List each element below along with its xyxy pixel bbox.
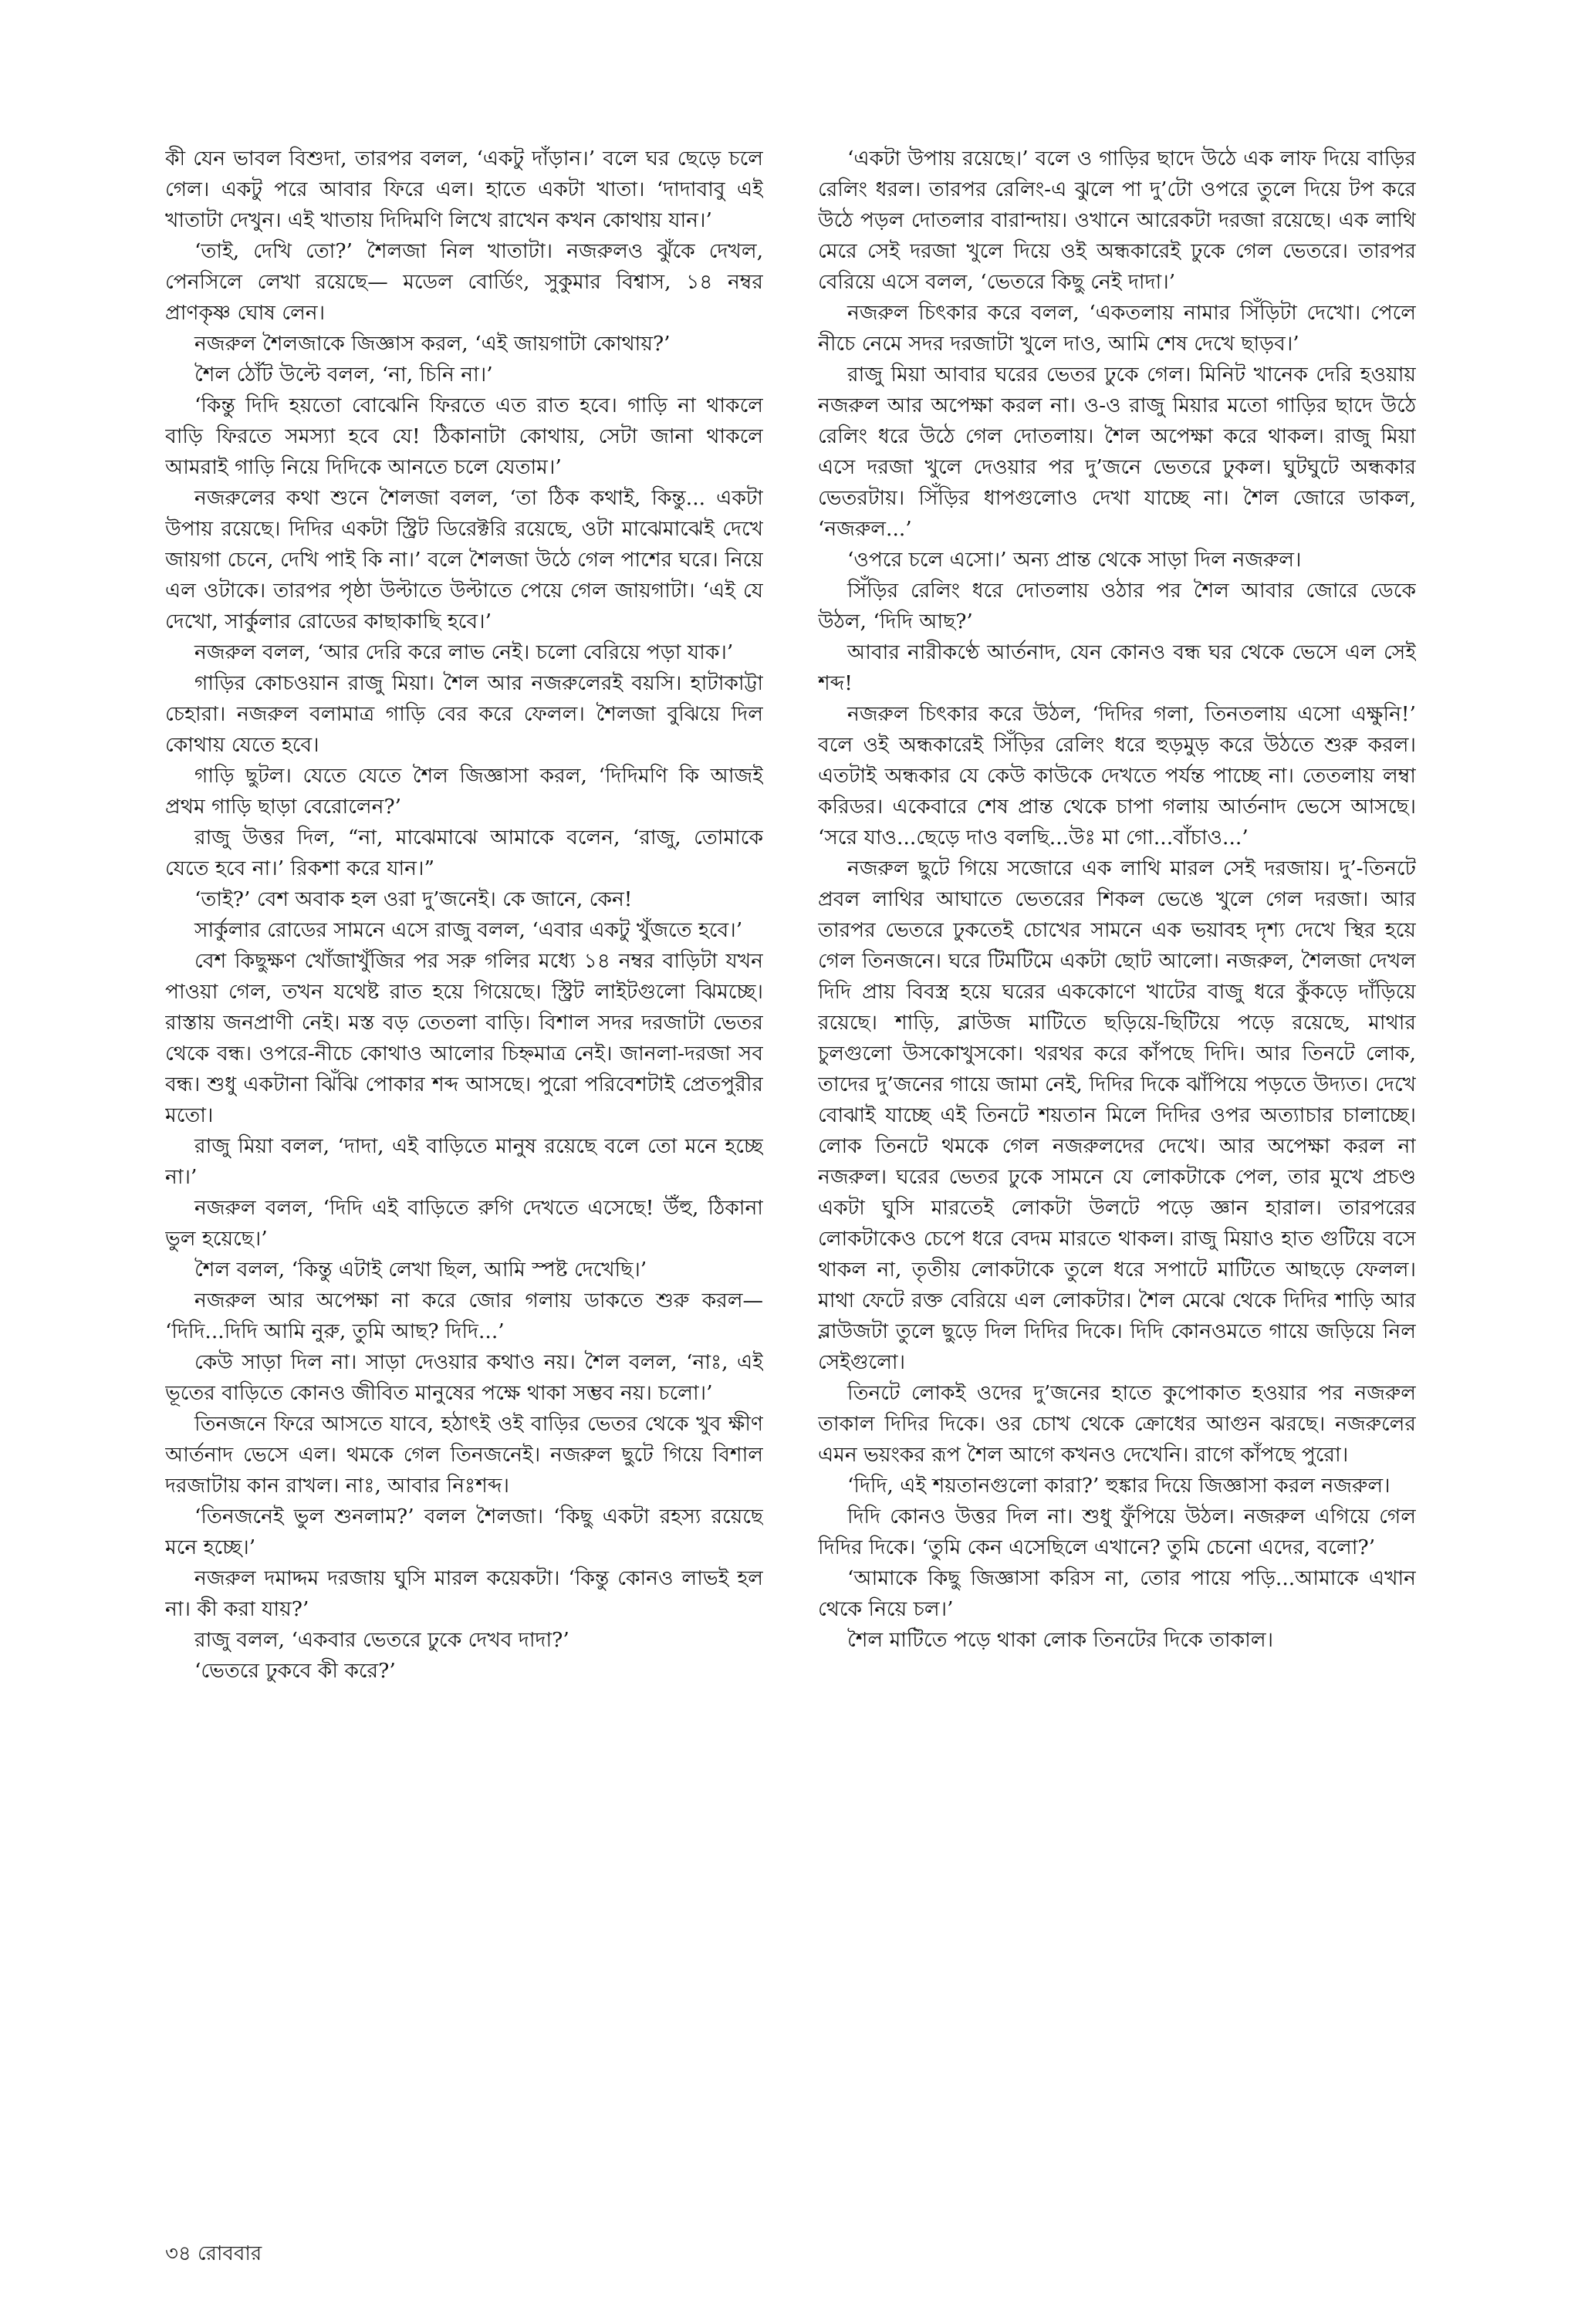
paragraph: দিদি কোনও উত্তর দিল না। শুধু ফুঁপিয়ে উঠল। নজরুল এগিয়ে গেল দিদির দিকে। ‘তুমি কেন এসেছিলে এখানে? তুমি চেনো এদের, বলো?’ [818, 1505, 1416, 1559]
paragraph: ‘তিনজনেই ভুল শুনলাম?’ বলল শৈলজা। ‘কিছু একটা রহস্য রয়েছে মনে হচ্ছে।’ [165, 1505, 763, 1559]
paragraph: নজরুল চিৎকার করে বলল, ‘একতলায় নামার সিঁড়িটা দেখো। পেলে নীচে নেমে সদর দরজাটা খুলে দাও, আমি শেষ দেখে ছাড়ব।’ [818, 301, 1416, 356]
paragraph: ‘একটা উপায় রয়েছে।’ বলে ও গাড়ির ছাদে উঠে এক লাফ দিয়ে বাড়ির রেলিং ধরল। তারপর রেলিং-এ ঝুলে পা দু’টো ওপরে তুলে দিয়ে টপ করে উঠে পড়ল দোতলার বারান্দায়। ওখানে আরেকটা দরজা রয়েছে। এক লাথি মেরে সেই দরজা খুলে দিয়ে ওই অন্ধকারেই ঢুকে গেল ভেতরে। তারপর বেরিয়ে এসে বলল, ‘ভেতরে কিছু নেই দাদা।’ [818, 147, 1416, 294]
paragraph: নজরুল আর অপেক্ষা না করে জোর গলায় ডাকতে শুরু করল— ‘দিদি...দিদি আমি নুরু, তুমি আছ? দিদি...’ [165, 1289, 763, 1343]
paragraph: ‘তাই?’ বেশ অবাক হল ওরা দু’জনেই। কে জানে, কেন! [194, 887, 633, 911]
paragraph: ‘ওপরে চলে এসো।’ অন্য প্রান্ত থেকে সাড়া দিল নজরুল। [847, 548, 1302, 572]
paragraph: নজরুল ছুটে গিয়ে সজোরে এক লাথি মারল সেই দরজায়। দু’-তিনটে প্রবল লাথির আঘাতে ভেতরের শিকল ভেঙে খুলে গেল দরজা। আর তারপর ভেতরে ঢুকতেই চোখের সামনে এক ভয়াবহ দৃশ্য দেখে স্থির হয়ে গেল তিনজনে। ঘরে টিমটিমে একটা ছোট আলো। নজরুল, শৈলজা দেখল দিদি প্রায় বিবস্ত্র হয়ে ঘরের এককোণে খাটের বাজু ধরে কুঁকড়ে দাঁড়িয়ে রয়েছে। শাড়ি, ব্লাউজ মাটিতে ছড়িয়ে-ছিটিয়ে পড়ে রয়েছে, মাথার চুলগুলো উসকোখুসকো। থরথর করে কাঁপছে দিদি। আর তিনটে লোক, তাদের দু’জনের গায়ে জামা নেই, দিদির দিকে ঝাঁপিয়ে পড়তে উদ্যত। দেখে বোঝাই যাচ্ছে এই তিনটে শয়তান মিলে দিদির ওপর অত্যাচার চালাচ্ছে। লোক তিনটে থমকে গেল নজরুলদের দেখে। আর অপেক্ষা করল না নজরুল। ঘরের ভেতর ঢুকে সামনে যে লোকটাকে পেল, তার মুখে প্রচণ্ড একটা ঘুসি মারতেই লোকটা উলটে পড়ে জ্ঞান হারাল। তারপরের লোকটাকেও চেপে ধরে বেদম মারতে থাকল। রাজু মিয়াও হাত গুটিয়ে বসে থাকল না, তৃতীয় লোকটাকে তুলে ধরে সপাটে মাটিতে আছড়ে ফেলল। মাথা ফেটে রক্ত বেরিয়ে এল লোকটার। শৈল মেঝে থেকে দিদির শাড়ি আর ব্লাউজটা তুলে ছুড়ে দিল দিদির দিকে। দিদি কোনওমতে গায়ে জড়িয়ে নিল সেইগুলো। [818, 856, 1416, 1374]
left-column [165, 144, 763, 2173]
paragraph: রাজু মিয়া আবার ঘরের ভেতর ঢুকে গেল। মিনিট খানেক দেরি হওয়ায় নজরুল আর অপেক্ষা করল না। ও-ও রাজু মিয়ার মতো গাড়ির ছাদে উঠে রেলিং ধরে উঠে গেল দোতলায়। শৈল অপেক্ষা করে থাকল। রাজু মিয়া এসে দরজা খুলে দেওয়ার পর দু’জনে ভেতরে ঢুকল। ঘুটঘুটে অন্ধকার ভেতরটায়। সিঁড়ির ধাপগুলোও দেখা যাচ্ছে না। শৈল জোরে ডাকল, ‘নজরুল...’ [818, 363, 1416, 541]
right-column [818, 144, 1416, 2173]
paragraph: রাজু উত্তর দিল, “না, মাঝেমাঝে আমাকে বলেন, ‘রাজু, তোমাকে যেতে হবে না।’ রিকশা করে যান।” [165, 826, 763, 880]
paragraph: ‘কিন্তু দিদি হয়তো বোঝেনি ফিরতে এত রাত হবে। গাড়ি না থাকলে বাড়ি ফিরতে সমস্যা হবে যে! ঠিকানাটা কোথায়, সেটা জানা থাকলে আমরাই গাড়ি নিয়ে দিদিকে আনতে চলে যেতাম।’ [165, 394, 763, 479]
paragraph: নজরুল বলল, ‘দিদি এই বাড়িতে রুগি দেখতে এসেছে! উঁহু, ঠিকানা ভুল হয়েছে।’ [165, 1196, 763, 1251]
paragraph: নজরুল চিৎকার করে উঠল, ‘দিদির গলা, তিনতলায় এসো এক্ষুনি!’ বলে ওই অন্ধকারেই সিঁড়ির রেলিং ধরে হুড়মুড় করে উঠতে শুরু করল। এতটাই অন্ধকার যে কেউ কাউকে দেখতে পর্যন্ত পাচ্ছে না। তেতলায় লম্বা করিডর। একেবারে শেষ প্রান্ত থেকে চাপা গলায় আর্তনাদ ভেসে আসছে। ‘সরে যাও...ছেড়ে দাও বলছি...উঃ মা গো...বাঁচাও...’ [818, 702, 1416, 850]
paragraph: শৈল ঠোঁট উল্টে বলল, ‘না, চিনি না।’ [194, 363, 493, 387]
paragraph: ‘দিদি, এই শয়তানগুলো কারা?’ হুঙ্কার দিয়ে জিজ্ঞাসা করল নজরুল। [847, 1474, 1391, 1498]
paragraph: ‘ভেতরে ঢুকবে কী করে?’ [194, 1659, 396, 1683]
paragraph: রাজু বলল, ‘একবার ভেতরে ঢুকে দেখব দাদা?’ [194, 1628, 569, 1652]
paragraph: শৈল মাটিতে পড়ে থাকা লোক তিনটের দিকে তাকাল। [847, 1628, 1274, 1652]
paragraph: তিনটে লোকই ওদের দু’জনের হাতে কুপোকাত হওয়ার পর নজরুল তাকাল দিদির দিকে। ওর চোখ থেকে ক্রোধের আগুন ঝরছে। নজরুলের এমন ভয়ংকর রূপ শৈল আগে কখনও দেখেনি। রাগে কাঁপছে পুরো। [818, 1381, 1416, 1467]
paragraph: গাড়ি ছুটল। যেতে যেতে শৈল জিজ্ঞাসা করল, ‘দিদিমণি কি আজই প্রথম গাড়ি ছাড়া বেরোলেন?’ [165, 764, 763, 819]
paragraph: নজরুল শৈলজাকে জিজ্ঞাস করল, ‘এই জায়গাটা কোথায়?’ [194, 332, 671, 356]
paragraph: সার্কুলার রোডের সামনে এসে রাজু বলল, ‘এবার একটু খুঁজতে হবে।’ [194, 918, 743, 942]
paragraph: নজরুল দমাদ্দম দরজায় ঘুসি মারল কয়েকটা। ‘কিন্তু কোনও লাভই হল না। কী করা যায়?’ [165, 1566, 763, 1621]
paragraph: শৈল বলল, ‘কিন্তু এটাই লেখা ছিল, আমি স্পষ্ট দেখেছি।’ [194, 1258, 647, 1282]
paragraph: বেশ কিছুক্ষণ খোঁজাখুঁজির পর সরু গলির মধ্যে ১৪ নম্বর বাড়িটা যখন পাওয়া গেল, তখন যথেষ্ট রাত হয়ে গিয়েছে। স্ট্রিট লাইটগুলো ঝিমচ্ছে। রাস্তায় জনপ্রাণী নেই। মস্ত বড় তেতলা বাড়ি। বিশাল সদর দরজাটা ভেতর থেকে বন্ধ। ওপরে-নীচে কোথাও আলোর চিহ্নমাত্র নেই। জানলা-দরজা সব বন্ধ। শুধু একটানা ঝিঁঝি পোকার শব্দ আসছে। পুরো পরিবেশটাই প্রেতপুরীর মতো। [165, 949, 763, 1127]
page-folio: ৩৪ রোববার [165, 2242, 262, 2265]
paragraph: তিনজনে ফিরে আসতে যাবে, হঠাৎই ওই বাড়ির ভেতর থেকে খুব ক্ষীণ আর্তনাদ ভেসে এল। থমকে গেল তিনজনেই। নজরুল ছুটে গিয়ে বিশাল দরজাটায় কান রাখল। নাঃ, আবার নিঃশব্দ। [165, 1412, 763, 1498]
paragraph: ‘আমাকে কিছু জিজ্ঞাসা করিস না, তোর পায়ে পড়ি...আমাকে এখান থেকে নিয়ে চল।’ [818, 1566, 1416, 1621]
paragraph: ‘তাই, দেখি তো?’ শৈলজা নিল খাতাটা। নজরুলও ঝুঁকে দেখল, পেনসিলে লেখা রয়েছে— মডেল বোর্ডিং, সুকুমার বিশ্বাস, ১৪ নম্বর প্রাণকৃষ্ণ ঘোষ লেন। [165, 239, 763, 325]
paragraph: রাজু মিয়া বলল, ‘দাদা, এই বাড়িতে মানুষ রয়েছে বলে তো মনে হচ্ছে না।’ [165, 1134, 763, 1189]
paragraph: নজরুলের কথা শুনে শৈলজা বলল, ‘তা ঠিক কথাই, কিন্তু... একটা উপায় রয়েছে। দিদির একটা স্ট্রিট ডিরেক্টরি রয়েছে, ওটা মাঝেমাঝেই দেখে জায়গা চেনে, দেখি পাই কি না।’ বলে শৈলজা উঠে গেল পাশের ঘরে। নিয়ে এল ওটাকে। তারপর পৃষ্ঠা উল্টাতে উল্টাতে পেয়ে গেল জায়গাটা। ‘এই যে দেখো, সার্কুলার রোডের কাছাকাছি হবে।’ [165, 486, 763, 633]
paragraph: নজরুল বলল, ‘আর দেরি করে লাভ নেই। চলো বেরিয়ে পড়া যাক।’ [194, 640, 734, 664]
paragraph: কেউ সাড়া দিল না। সাড়া দেওয়ার কথাও নয়। শৈল বলল, ‘নাঃ, এই ভূতের বাড়িতে কোনও জীবিত মানুষের পক্ষে থাকা সম্ভব নয়। চলো।’ [165, 1350, 763, 1405]
paragraph: গাড়ির কোচওয়ান রাজু মিয়া। শৈল আর নজরুলেরই বয়সি। হাটাকাট্টা চেহারা। নজরুল বলামাত্র গাড়ি বের করে ফেলল। শৈলজা বুঝিয়ে দিল কোথায় যেতে হবে। [165, 671, 763, 757]
paragraph: আবার নারীকণ্ঠে আর্তনাদ, যেন কোনও বন্ধ ঘর থেকে ভেসে এল সেই শব্দ! [818, 640, 1416, 695]
paragraph: কী যেন ভাবল বিশুদা, তারপর বলল, ‘একটু দাঁড়ান।’ বলে ঘর ছেড়ে চলে গেল। একটু পরে আবার ফিরে এল। হাতে একটা খাতা। ‘দাদাবাবু এই খাতাটা দেখুন। এই খাতায় দিদিমণি লিখে রাখেন কখন কোথায় যান।’ [165, 147, 763, 232]
paragraph: সিঁড়ির রেলিং ধরে দোতলায় ওঠার পর শৈল আবার জোরে ডেকে উঠল, ‘দিদি আছ?’ [818, 579, 1416, 633]
